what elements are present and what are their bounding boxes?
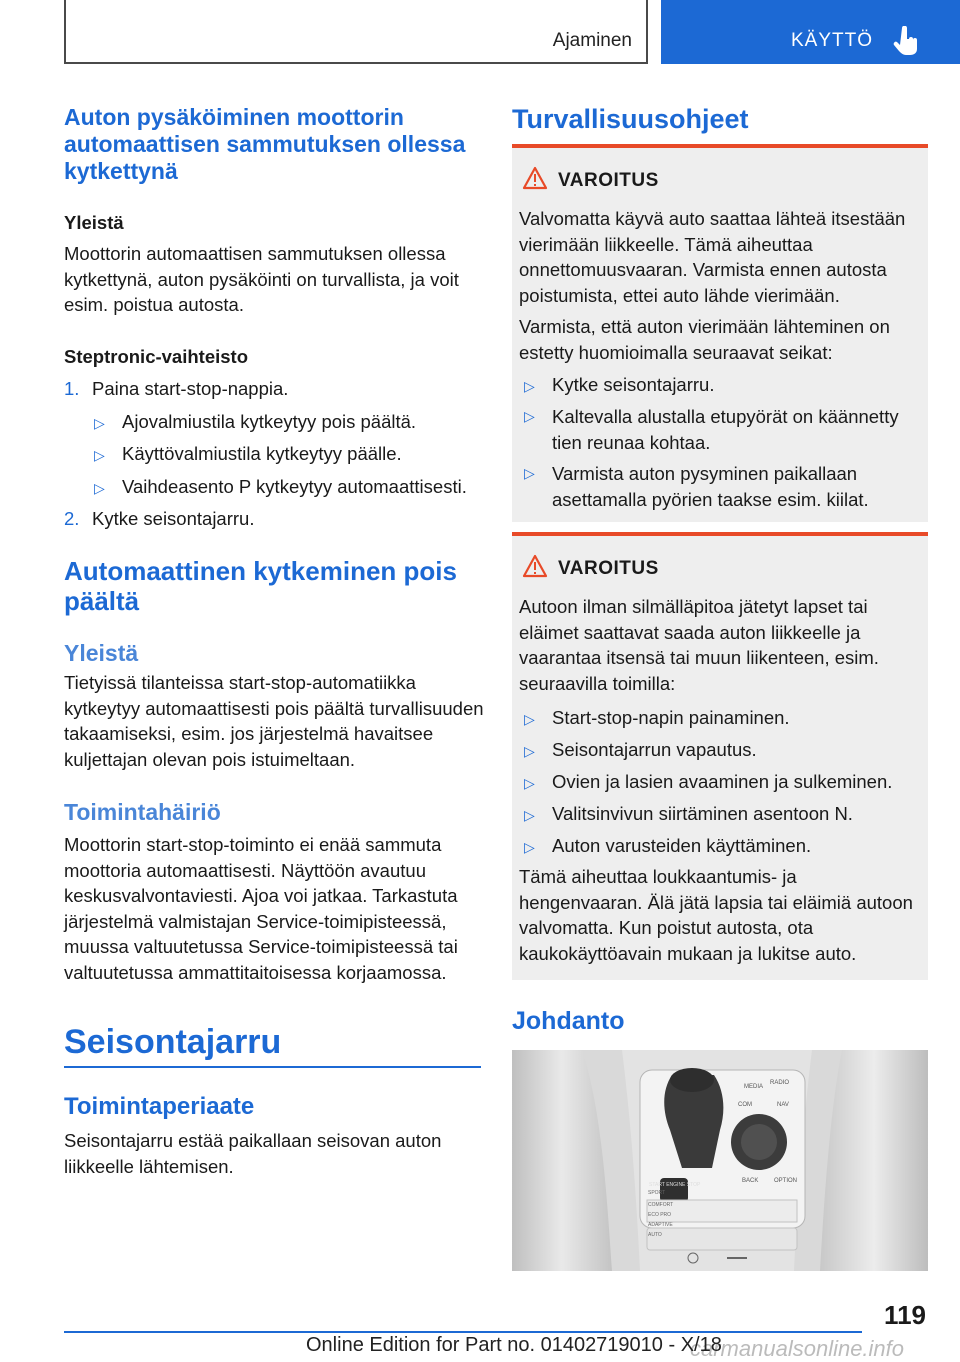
console-label: AUTO [648,1232,662,1238]
bullet-text: Ovien ja lasien avaaminen ja sulkeminen. [552,771,893,792]
center-console-illustration [512,1050,928,1271]
triangle-bullet-icon: ▷ [524,711,535,727]
warning-title: VAROITUS [558,558,659,579]
heading-fault: Toimintahäiriö [64,799,221,825]
triangle-bullet-icon: ▷ [524,775,535,791]
heading-auto-off: Automaattinen kytkeminen pois päältä [64,556,457,616]
list-item [64,506,484,532]
triangle-bullet-icon: ▷ [94,415,105,431]
footer-edition: Online Edition for Part no. 01402719010 - X/18 [306,1334,722,1356]
list-item [64,376,484,402]
bullet-text: Auton varusteiden käyttäminen. [552,835,812,856]
sub-step-text: Ajovalmiustila kytkeytyy pois päältä. [122,411,417,432]
header-section-box [64,0,648,64]
bullet-text: Varmista auton pysyminen paikallaan asettamalla pyörien taakse esim. kiilat. [552,463,869,510]
list-item [524,404,919,455]
text-general-2: Tietyissä tilanteissa start-stop-automatiikka kytkeytyy automaattisesti pois päältä turvallisuuden takaamiseksi, esim. jos järjestelmä havaitsee kuljettajan olevan pois istuimeltaan. [64,672,484,770]
step-text: Paina start-stop-nappia. [92,378,289,399]
page-number: 119 [884,1300,926,1330]
heading-principle: Toimintaperiaate [64,1093,255,1120]
header-chapter-title: KÄYTTÖ [791,30,874,51]
header-section-title: Ajaminen [552,30,632,51]
console-label: ADAPTIVE [648,1222,673,1228]
list-item [524,372,919,400]
triangle-bullet-icon: ▷ [524,408,535,424]
bullet-text: Seisontajarrun vapautus. [552,739,757,760]
sub-step-text: Vaihdeasento P kytkeytyy automaattisesti. [122,476,467,497]
console-label: OPTION [774,1178,798,1184]
heading-safety: Turvallisuusohjeet [512,104,749,134]
watermark-text: carmanualsonline.info [690,1336,905,1361]
triangle-bullet-icon: ▷ [524,465,535,481]
list-item [524,461,919,512]
list-item [524,833,919,861]
console-label: ECO PRO [648,1212,672,1218]
console-label: COM [738,1102,752,1108]
console-label: NAV [777,1102,789,1108]
bullet-text: Kytke seisontajarru. [552,374,715,395]
bullet-text: Valitsinvivun siirtäminen asentoon N. [552,803,853,824]
subheading-steptronic: Steptronic-vaihteisto [64,346,248,367]
sub-step-text: Käyttövalmiustila kytkeytyy päälle. [122,443,402,464]
warning-triangle-icon [522,554,548,578]
warning-text: Valvomatta käyvä auto saattaa lähteä itsestään vierimään liikkeelle. Tämä aiheuttaa onnettomuusvaaran. Varmista ennen autosta poistumista, ettei auto lähde vierimään. [519,208,906,306]
triangle-bullet-icon: ▷ [524,743,535,759]
heading-intro: Johdanto [512,1007,625,1035]
warning-box-1 [512,144,928,522]
bullet-text: Start-stop-napin painaminen. [552,707,790,728]
triangle-bullet-icon: ▷ [524,807,535,823]
center-console-photo [512,1050,928,1271]
text-principle: Seisontajarru estää paikallaan seisovan auton liikkeelle lähtemisen. [64,1130,442,1177]
triangle-bullet-icon: ▷ [524,839,535,855]
console-label: BACK [742,1178,759,1184]
triangle-bullet-icon: ▷ [94,447,105,463]
list-item [94,409,494,437]
list-item [94,474,494,502]
list-item [524,801,919,829]
console-label: RADIO [770,1080,790,1086]
heading-general-2: Yleistä [64,640,139,666]
text-general: Moottorin automaattisen sammutuksen ollessa kytkettynä, auton pysäköinti on turvallista, ja voit esim. poistua autosta. [64,243,459,315]
warning-text: Varmista, että auton vierimään lähteminen on estetty huomioimalla seuraavat seikat: [519,316,890,363]
hand-pointer-icon [893,26,921,56]
list-item [524,769,919,797]
list-item [524,737,919,765]
console-label: SPORT [648,1190,666,1196]
warning-text: Tämä aiheuttaa loukkaantumis- ja hengenvaaran. Älä jätä lapsia tai eläimiä autoon valvomatta. Kun poistut autosta, ota kaukokäyttöavain mukaan ja lukitse auto. [519,866,913,964]
step-text: Kytke seisontajarru. [92,508,255,529]
footer-rule [64,1331,862,1333]
list-item [524,705,919,733]
warning-text: Autoon ilman silmälläpitoa jätetyt lapset tai eläimet saattavat saada auton liikkeelle ja vaarantaa itsensä tai muun liikenteen, esim. seuraavilla toimilla: [519,596,879,694]
step-number: 1. [64,378,80,399]
triangle-bullet-icon: ▷ [524,378,535,394]
console-label: COMFORT [648,1202,674,1208]
list-item [94,441,494,469]
step-number: 2. [64,508,80,529]
heading-parking-brake: Seisontajarru [64,1023,282,1061]
header-chapter-tab [661,0,960,64]
section-rule [64,1066,481,1068]
console-label: START ENGINE STOP [649,1182,701,1188]
warning-triangle-icon [522,166,548,190]
triangle-bullet-icon: ▷ [94,480,105,496]
warning-box-2 [512,532,928,980]
subheading-general: Yleistä [64,212,124,233]
bullet-text: Kaltevalla alustalla etupyörät on käännetty tien reunaa kohtaa. [552,406,899,453]
text-fault: Moottorin start-stop-toiminto ei enää sammuta moottoria automaattisesti. Näyttöön avautuu keskusvalvontaviesti. Ajoa voi jatkaa. Tarkastuta järjestelmä valmistajan Service-toimipisteessä, muussa valtuutetussa Service-toimipisteessä tai valtuutetussa ammattitaitoisessa korjaamossa. [64,834,458,983]
warning-title: VAROITUS [558,170,659,191]
console-label: MEDIA [744,1084,764,1090]
heading-parking-autostop: Auton pysäköiminen moottorin automaattisen sammutuksen ollessa kytkettynä [64,104,466,184]
